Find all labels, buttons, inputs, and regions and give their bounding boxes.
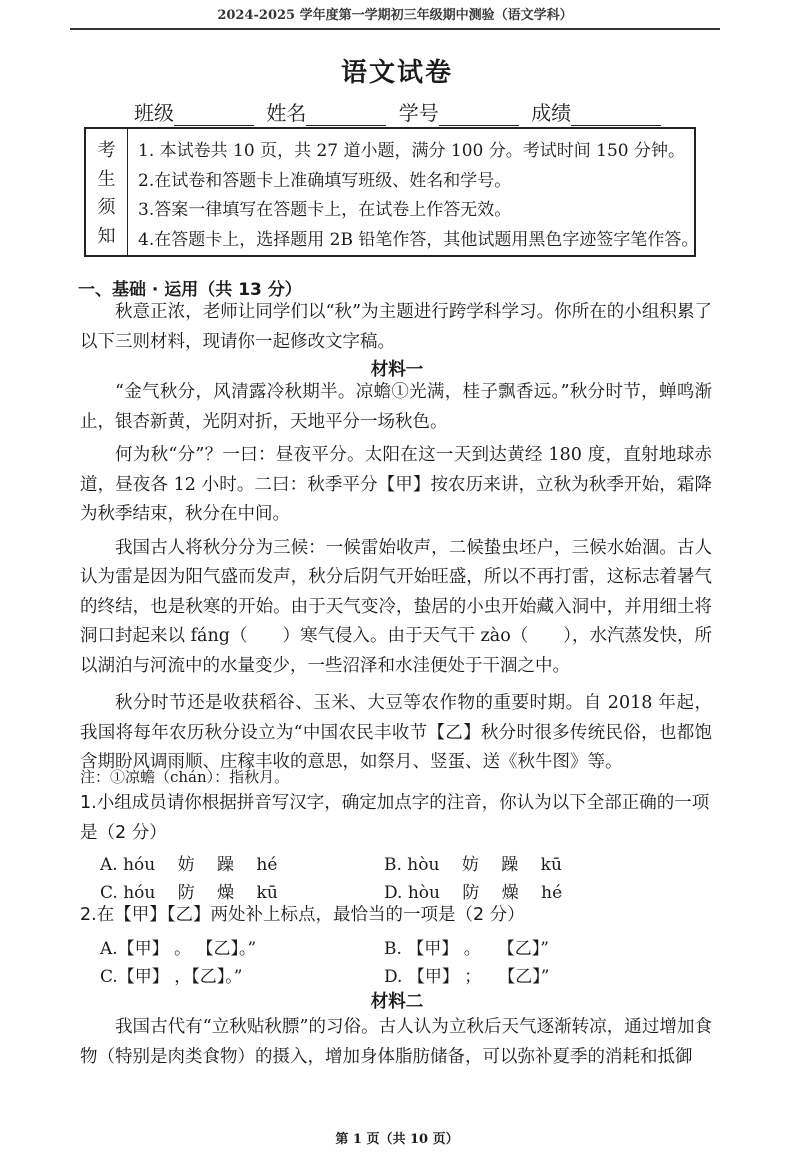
material-paragraph: 何为秋“分”？一曰：昼夜平分。太阳在这一天到达黄经 180 度，直射地球赤道，昼夜各 12 小时。二曰：秋季平分【甲】按农历来讲，立秋为秋季开始，霜降为秋季结束，秋分在中间。 — [80, 445, 712, 524]
page-title: 语文试卷 — [340, 58, 453, 88]
class-blank[interactable] — [174, 105, 254, 126]
material2-heading: 材料二 — [370, 992, 424, 1012]
student-info-line — [134, 97, 667, 126]
id-label: 学号 — [398, 101, 439, 125]
q1-option-d[interactable]: D. hòu 防 燥 hé — [384, 883, 563, 903]
material1-heading: 材料一 — [370, 360, 424, 380]
material-paragraph: “金气秋分，风清露冷秋期半。凉蟾①光满，桂子飘香远。”秋分时节，蝉鸣渐止，银杏新黄，光阴对折，天地平分一场秋色。 — [80, 382, 712, 432]
score-label: 成绩 — [531, 101, 572, 125]
name-blank[interactable] — [306, 105, 386, 126]
q2-option-b[interactable]: B. 【甲】 。 【乙】” — [384, 939, 549, 959]
notice-item: 1. 本试卷共 10 页，共 27 道小题，满分 100 分。考试时间 150 分钟。 — [138, 141, 686, 161]
notice-side-char: 考 — [97, 140, 116, 162]
q1-option-a[interactable]: A. hóu 妨 躁 hé — [100, 855, 278, 875]
q2-option-a[interactable]: A.【甲】 。 【乙】。” — [100, 939, 257, 959]
material-paragraph: 我国古人将秋分分为三候：一候雷始收声，二候蛰虫坯户，三候水始涸。古人认为雷是因为阳气盛而发声，秋分后阴气开始旺盛，所以不再打雷，这标志着暑气的终结，也是秋寒的开始。由于天气变冷，蛰居的小虫开始藏入洞中，并用细土将洞口封起来以 fáng（ ）寒气侵入。由于天气干 zào（ ），水汽蒸发快，所以湖泊与河流中的水量变少，一些沼泽和水洼便处于干涸之中。 — [80, 537, 712, 676]
intro-paragraph: 秋意正浓，老师让同学们以“秋”为主题进行跨学科学习。你所在的小组积累了以下三则材料，现请你一起修改文字稿。 — [80, 302, 712, 352]
question-1-stem: 1.小组成员请你根据拼音写汉字，确定加点字的注音，你认为以下全部正确的一项是（2 分） — [80, 793, 710, 843]
q2-option-c[interactable]: C.【甲】 ，【乙】。” — [100, 967, 243, 987]
q2-option-d[interactable]: D. 【甲】 ； 【乙】” — [384, 967, 550, 987]
material-paragraph: 秋分时节还是收获稻谷、玉米、大豆等农作物的重要时期。自 2018 年起，我国将每年农历秋分设立为“中国农民丰收节【乙】秋分时很多传统民俗，也都饱含期盼风调雨顺、庄稼丰收的意思，如祭月、竖蛋、送《秋牛图》等。 — [80, 693, 712, 772]
material-paragraph: 我国古代有“立秋贴秋膘”的习俗。古人认为立秋后天气逐渐转凉，通过增加食物（特别是肉类食物）的摄入，增加身体脂肪储备，可以弥补夏季的消耗和抵御 — [80, 1017, 712, 1067]
notice-side-label — [86, 129, 128, 255]
page-footer: 第 1 页（共 10 页） — [335, 1132, 459, 1147]
notice-side-char: 知 — [97, 225, 116, 247]
notice-side-char: 生 — [97, 168, 116, 190]
notice-items — [138, 137, 699, 255]
page-header: 2024-2025 学年度第一学期初三年级期中测验（语文学科） — [70, 4, 720, 30]
q1-option-c[interactable]: C. hóu 防 燥 kū — [100, 883, 278, 903]
score-blank[interactable] — [571, 105, 661, 126]
id-blank[interactable] — [439, 105, 519, 126]
section-title: 一、基础 · 运用（共 13 分） — [78, 280, 302, 300]
notice-item: 2.在试卷和答题卡上准确填写班级、姓名和学号。 — [138, 170, 512, 191]
material1-note: 注：①凉蟾（chán）：指秋月。 — [80, 768, 290, 786]
section-intro — [80, 298, 712, 357]
notice-item: 3.答案一律填写在答题卡上，在试卷上作答无效。 — [138, 200, 512, 220]
q1-option-b[interactable]: B. hòu 妨 躁 kū — [384, 855, 562, 875]
material1-body — [80, 378, 712, 778]
material2-body — [80, 1013, 712, 1072]
question-2-stem: 2.在【甲】【乙】两处补上标点，最恰当的一项是（2 分） — [80, 905, 525, 925]
class-label: 班级 — [134, 101, 174, 125]
name-label: 姓名 — [266, 101, 307, 125]
exam-notice-box — [84, 127, 699, 257]
notice-item: 4.在答题卡上，选择题用 2B 铅笔作答，其他试题用黑色字迹签字笔作答。 — [138, 229, 699, 250]
notice-side-char: 须 — [97, 197, 116, 219]
